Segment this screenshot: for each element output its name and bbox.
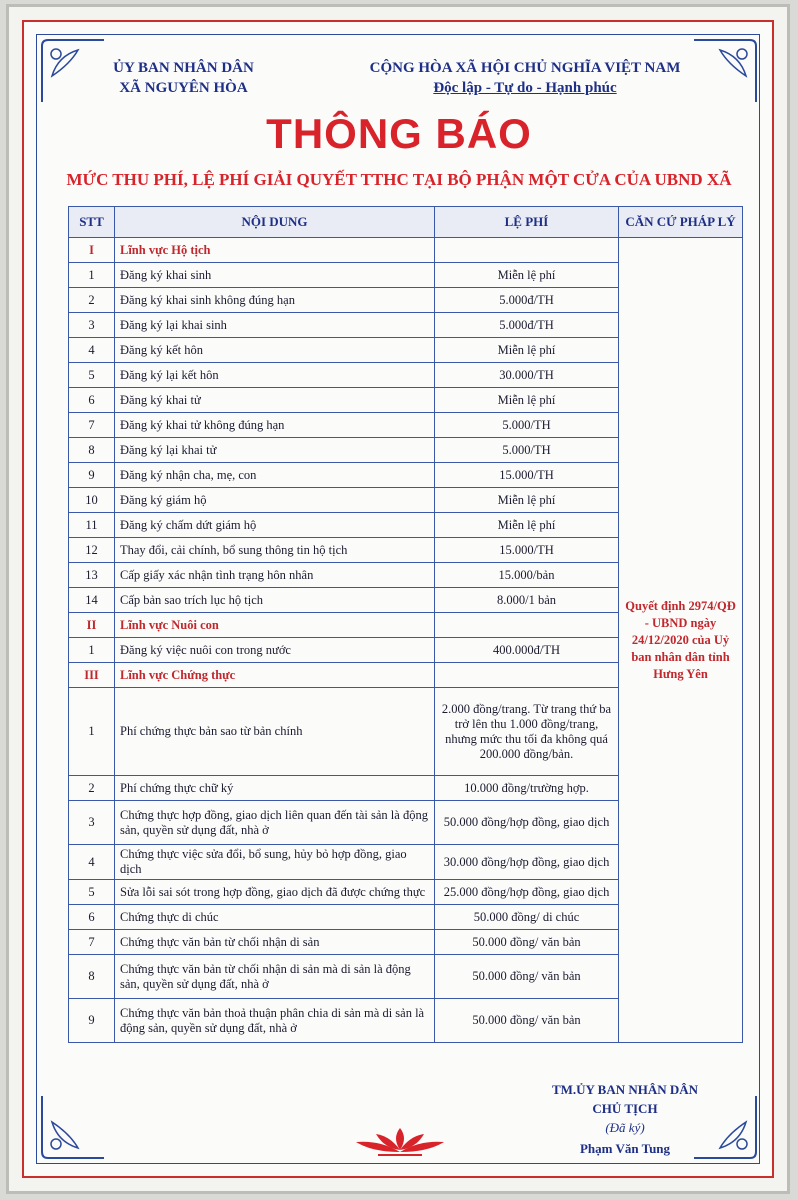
row-stt: 2: [69, 776, 115, 801]
row-content: Cấp bản sao trích lục hộ tịch: [115, 588, 435, 613]
col-header-stt: STT: [69, 207, 115, 238]
row-fee: Miễn lệ phí: [435, 263, 619, 288]
row-fee: 30.000 đồng/hợp đồng, giao dịch: [435, 845, 619, 880]
national-name: CỘNG HÒA XÃ HỘI CHỦ NGHĨA VIỆT NAM: [369, 60, 681, 76]
row-stt: 13: [69, 563, 115, 588]
row-fee: 50.000 đồng/ văn bản: [435, 999, 619, 1043]
row-fee: Miễn lệ phí: [435, 388, 619, 413]
row-content: Đăng ký khai tử: [115, 388, 435, 413]
section-title: Lĩnh vực Chứng thực: [115, 663, 435, 688]
row-stt: 6: [69, 388, 115, 413]
row-content: Chứng thực việc sửa đổi, bổ sung, hủy bỏ hợp đồng, giao dịch: [115, 845, 435, 880]
row-fee: Miễn lệ phí: [435, 338, 619, 363]
row-content: Đăng ký giám hộ: [115, 488, 435, 513]
row-stt: 2: [69, 288, 115, 313]
fee-table-body: [69, 238, 743, 1043]
signature-title: CHỦ TỊCH: [592, 1101, 658, 1116]
row-content: Đăng ký lại khai sinh: [115, 313, 435, 338]
page-subtitle: MỨC THU PHÍ, LỆ PHÍ GIẢI QUYẾT TTHC TẠI BỘ PHẬN MỘT CỬA CỦA UBND XÃ: [66, 170, 732, 189]
row-content: Phí chứng thực chữ ký: [115, 776, 435, 801]
row-fee: Miễn lệ phí: [435, 488, 619, 513]
signature-signed: (Đã ký): [605, 1120, 645, 1135]
row-stt: 8: [69, 955, 115, 999]
row-content: Chứng thực hợp đồng, giao dịch liên quan đến tài sản là động sản, quyền sử dụng đất, nhà ở: [115, 801, 435, 845]
section-title: Lĩnh vực Nuôi con: [115, 613, 435, 638]
lotus-icon: [348, 1124, 452, 1158]
row-fee: 50.000 đồng/ văn bản: [435, 930, 619, 955]
signature-name: Phạm Văn Tung: [579, 1141, 671, 1156]
national-header: [350, 58, 700, 98]
row-fee: 10.000 đồng/trường hợp.: [435, 776, 619, 801]
row-fee: [435, 663, 619, 688]
row-stt: 12: [69, 538, 115, 563]
row-stt: 5: [69, 880, 115, 905]
col-header-legal-basis: CĂN CỨ PHÁP LÝ: [619, 207, 743, 238]
row-stt: III: [69, 663, 115, 688]
section-row: [69, 238, 743, 263]
row-content: Phí chứng thực bản sao từ bản chính: [115, 688, 435, 776]
row-content: Sửa lỗi sai sót trong hợp đồng, giao dịch đã được chứng thực: [115, 880, 435, 905]
table-header-row: [69, 207, 743, 238]
row-content: Đăng ký chấm dứt giám hộ: [115, 513, 435, 538]
row-fee: 5.000/TH: [435, 413, 619, 438]
signature-block: [515, 1080, 735, 1158]
row-stt: 10: [69, 488, 115, 513]
corner-ornament-icon: [38, 1092, 108, 1162]
row-stt: 7: [69, 413, 115, 438]
row-content: Đăng ký khai tử không đúng hạn: [115, 413, 435, 438]
row-stt: 1: [69, 263, 115, 288]
row-fee: 15.000/TH: [435, 538, 619, 563]
row-content: Đăng ký khai sinh: [115, 263, 435, 288]
row-stt: 9: [69, 999, 115, 1043]
issuer-line1: ỦY BAN NHÂN DÂN: [113, 60, 254, 76]
row-fee: 5.000đ/TH: [435, 313, 619, 338]
row-fee: 50.000 đồng/ văn bản: [435, 955, 619, 999]
row-content: Chứng thực văn bản từ chối nhận di sản: [115, 930, 435, 955]
row-content: Chứng thực văn bản từ chối nhận di sản mà di sản là động sản, quyền sử dụng đất, nhà ở: [115, 955, 435, 999]
row-content: Đăng ký kết hôn: [115, 338, 435, 363]
row-content: Chứng thực văn bản thoả thuận phân chia di sản mà di sản là động sản, quyền sử dụng đất, nhà ở: [115, 999, 435, 1043]
row-fee: 8.000/1 bản: [435, 588, 619, 613]
row-fee: 50.000 đồng/hợp đồng, giao dịch: [435, 801, 619, 845]
row-stt: II: [69, 613, 115, 638]
row-fee: 50.000 đồng/ di chúc: [435, 905, 619, 930]
row-stt: 4: [69, 845, 115, 880]
row-stt: 4: [69, 338, 115, 363]
row-fee: Miễn lệ phí: [435, 513, 619, 538]
row-fee: 5.000đ/TH: [435, 288, 619, 313]
row-content: Thay đổi, cải chính, bổ sung thông tin hộ tịch: [115, 538, 435, 563]
legal-basis-cell: Quyết định 2974/QĐ - UBND ngày 24/12/2020 của Uỷ ban nhân dân tỉnh Hưng Yên: [619, 238, 743, 1043]
row-stt: 5: [69, 363, 115, 388]
issuer-header: [96, 58, 271, 98]
row-fee: 15.000/TH: [435, 463, 619, 488]
row-stt: 7: [69, 930, 115, 955]
row-content: Đăng ký lại khai tử: [115, 438, 435, 463]
row-content: Cấp giấy xác nhận tình trạng hôn nhân: [115, 563, 435, 588]
fee-table: [68, 206, 743, 1043]
row-fee: 15.000/bản: [435, 563, 619, 588]
row-stt: 8: [69, 438, 115, 463]
row-stt: I: [69, 238, 115, 263]
row-fee: 2.000 đồng/trang. Từ trang thứ ba trở lên thu 1.000 đồng/trang, nhưng mức thu tối đa không quá 200.000 đồng/bản.: [435, 688, 619, 776]
row-fee: [435, 238, 619, 263]
corner-ornament-icon: [690, 36, 760, 106]
row-stt: 9: [69, 463, 115, 488]
national-motto: Độc lập - Tự do - Hạnh phúc: [433, 80, 617, 96]
row-stt: 3: [69, 801, 115, 845]
row-content: Đăng ký khai sinh không đúng hạn: [115, 288, 435, 313]
row-fee: [435, 613, 619, 638]
col-header-content: NỘI DUNG: [115, 207, 435, 238]
row-stt: 1: [69, 638, 115, 663]
row-fee: 5.000/TH: [435, 438, 619, 463]
col-header-fee: LỆ PHÍ: [435, 207, 619, 238]
signature-org: TM.ỦY BAN NHÂN DÂN: [551, 1082, 699, 1097]
row-stt: 11: [69, 513, 115, 538]
row-stt: 3: [69, 313, 115, 338]
row-content: Đăng ký lại kết hôn: [115, 363, 435, 388]
issuer-line2: XÃ NGUYÊN HÒA: [119, 80, 248, 96]
row-content: Đăng ký nhận cha, mẹ, con: [115, 463, 435, 488]
page-title: THÔNG BÁO: [266, 110, 532, 157]
row-fee: 400.000đ/TH: [435, 638, 619, 663]
section-title: Lĩnh vực Hộ tịch: [115, 238, 435, 263]
row-fee: 25.000 đồng/hợp đồng, giao dịch: [435, 880, 619, 905]
row-stt: 14: [69, 588, 115, 613]
row-content: Đăng ký việc nuôi con trong nước: [115, 638, 435, 663]
row-fee: 30.000/TH: [435, 363, 619, 388]
row-stt: 6: [69, 905, 115, 930]
row-content: Chứng thực di chúc: [115, 905, 435, 930]
row-stt: 1: [69, 688, 115, 776]
